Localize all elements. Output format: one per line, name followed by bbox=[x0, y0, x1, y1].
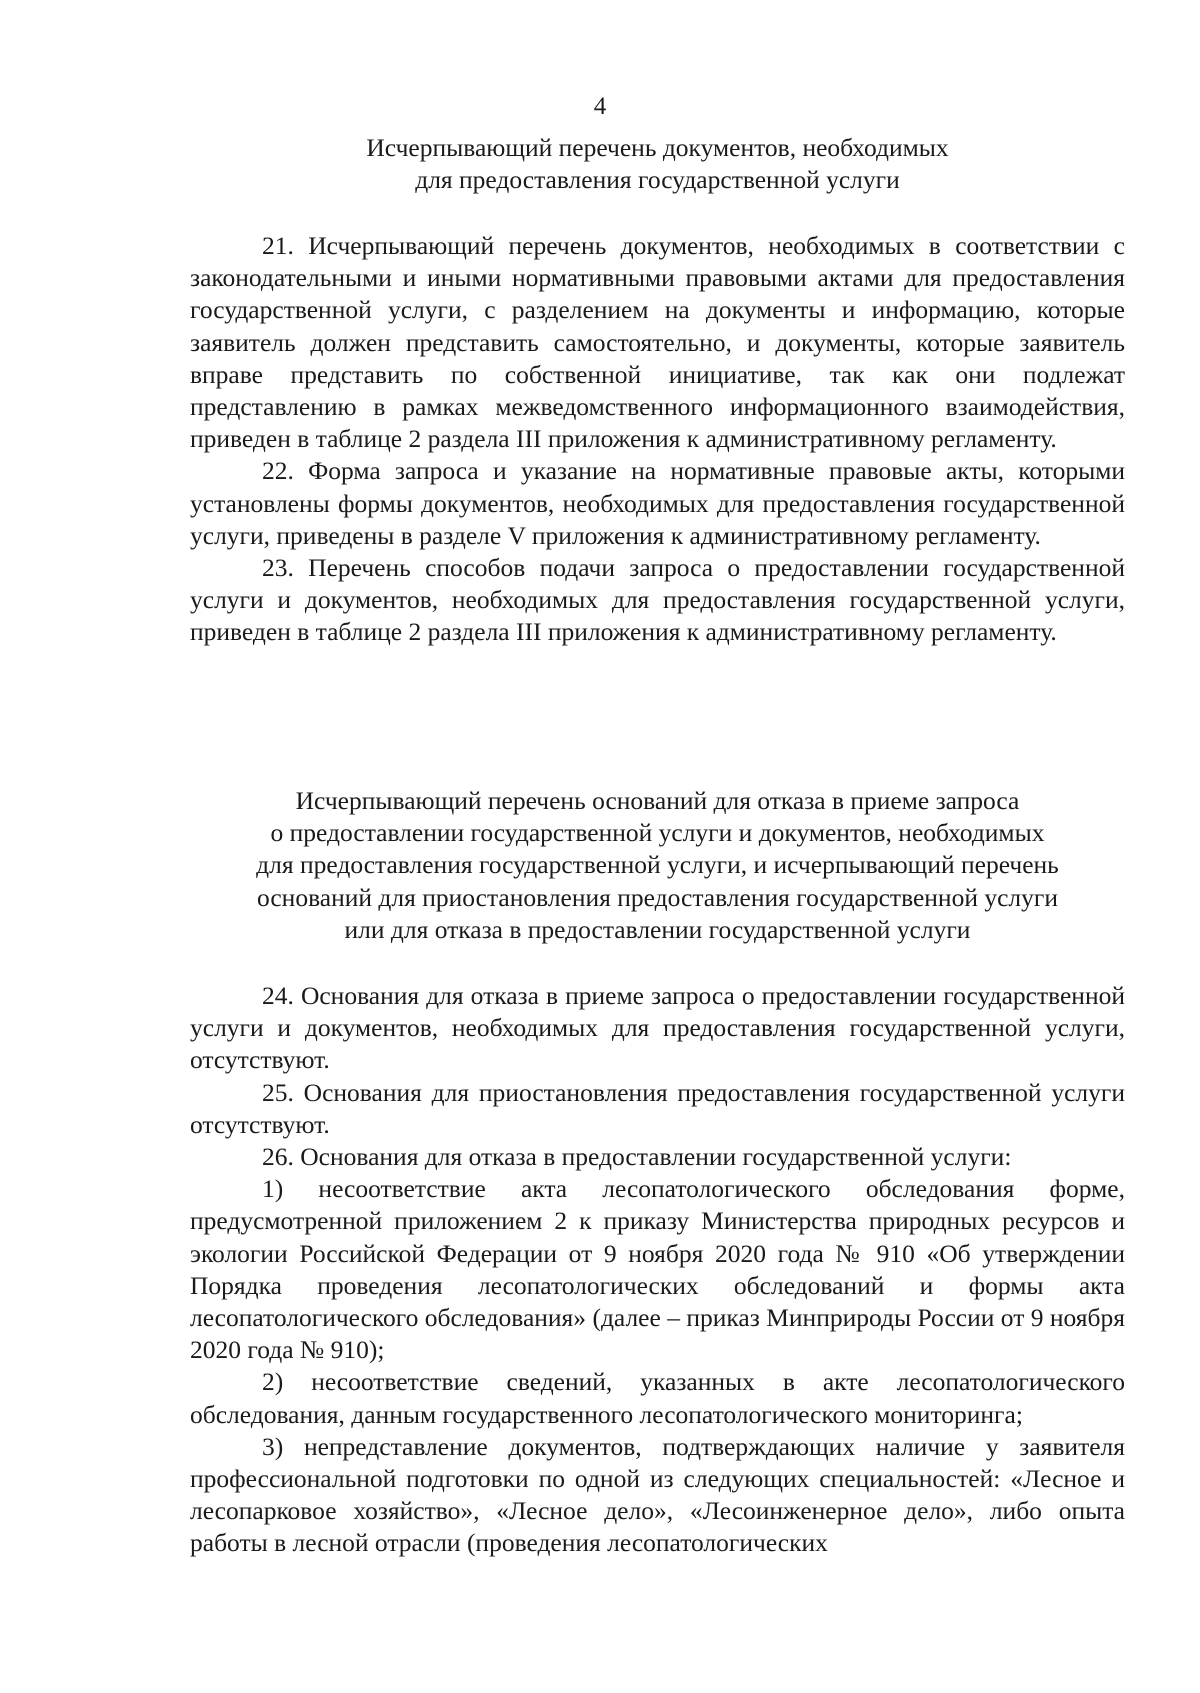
page-number: 4 bbox=[593, 93, 607, 120]
heading-line: о предоставлении государственной услуги и документов, необходимых bbox=[270, 818, 1045, 848]
heading-line: или для отказа в предоставлении государственной услуги bbox=[344, 914, 971, 944]
paragraph-22: 22. Форма запроса и указание на нормативные правовые акты, которыми установлены формы документов, необходимых для предоставления государственной услуги, приведены в разделе V приложения к административному регламенту. bbox=[190, 456, 1125, 550]
list-item-1: 1) несоответствие акта лесопатологического обследования форме, предусмотренной приложением 2 к приказу Министерства природных ресурсов и экологии Российской Федерации от 9 ноября 2020 года № 910 «Об утверждении Порядка проведения лесопатологических обследований и формы акта лесопатологического обследования» (далее – приказ Минприроды России от 9 ноября 2020 года № 910); bbox=[190, 1174, 1125, 1365]
paragraph-25: 25. Основания для приостановления предоставления государственной услуги отсутствуют. bbox=[190, 1077, 1125, 1139]
section-body-documents bbox=[190, 230, 1125, 649]
heading-line: Исчерпывающий перечень документов, необходимых bbox=[366, 133, 949, 162]
heading-line: для предоставления государственной услуги, и исчерпывающий перечень bbox=[256, 850, 1059, 880]
heading-line: для предоставления государственной услуги bbox=[415, 165, 900, 195]
list-item-3: 3) непредставление документов, подтверждающих наличие у заявителя профессиональной подготовки по одной из следующих специальностей: «Лесное и лесопарковое хозяйство», «Лесное дело», «Лесоинженерное дело», либо опыта работы в лесной отрасли (проведения лесопатологических bbox=[190, 1431, 1125, 1558]
paragraph-21: 21. Исчерпывающий перечень документов, необходимых в соответствии с законодательными и иными нормативными правовыми актами для предоставления государственной услуги, с разделением на документы и информацию, которые заявитель должен представить самостоятельно, и документы, которые заявитель вправе представить по собственной инициативе, так как они подлежат представлению в рамках межведомственного информационного взаимодействия, приведен в таблице 2 раздела III приложения к административному регламенту. bbox=[190, 231, 1125, 454]
section-heading-documents bbox=[190, 132, 1125, 196]
list-item-2: 2) несоответствие сведений, указанных в акте лесопатологического обследования, данным государственного лесопатологического мониторинга; bbox=[190, 1367, 1125, 1429]
section-heading-refusal bbox=[190, 785, 1125, 946]
paragraph-26: 26. Основания для отказа в предоставлении государственной услуги: bbox=[262, 1142, 1012, 1172]
section-body-refusal bbox=[190, 980, 1125, 1560]
paragraph-24: 24. Основания для отказа в приеме запроса о предоставлении государственной услуги и документов, необходимых для предоставления государственной услуги, отсутствуют. bbox=[190, 981, 1125, 1075]
heading-line: Исчерпывающий перечень оснований для отказа в приеме запроса bbox=[295, 786, 1020, 815]
paragraph-23: 23. Перечень способов подачи запроса о предоставлении государственной услуги и документов, необходимых для предоставления государственной услуги, приведен в таблице 2 раздела III приложения к административному регламенту. bbox=[190, 553, 1125, 647]
heading-line: оснований для приостановления предоставления государственной услуги bbox=[256, 882, 1059, 912]
